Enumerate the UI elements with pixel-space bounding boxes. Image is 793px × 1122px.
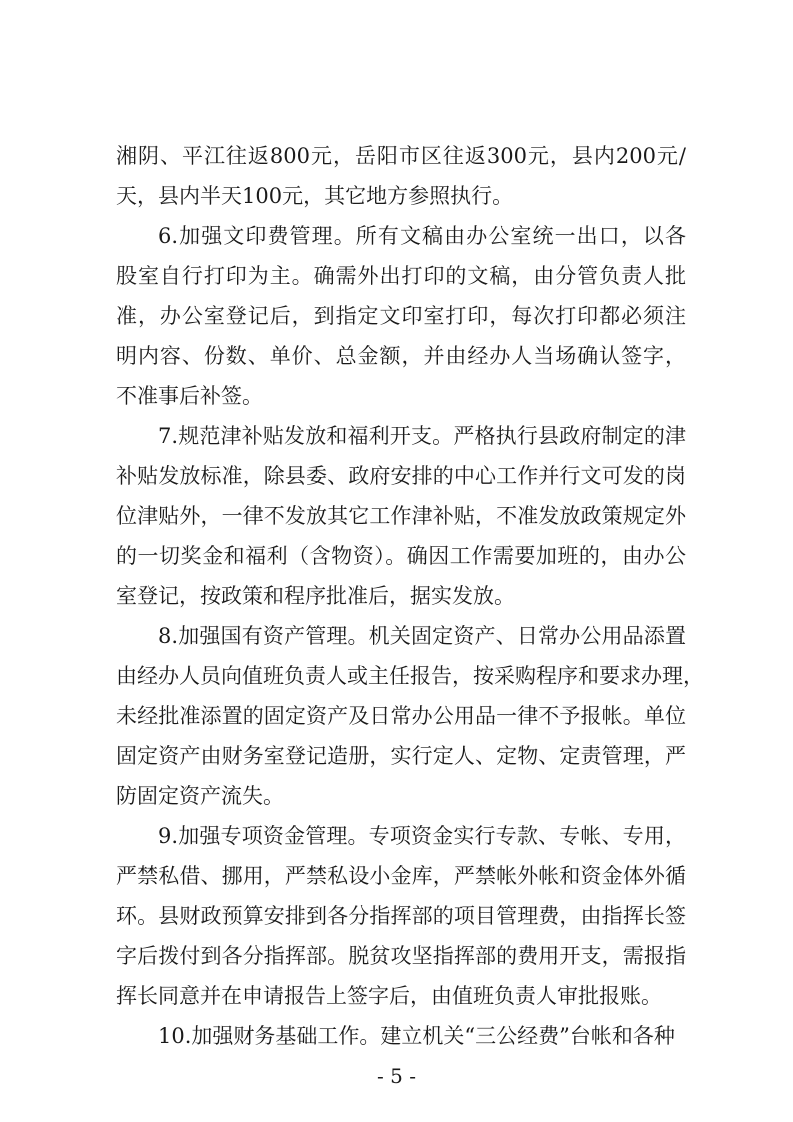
text-line: 天，县内半天100元，其它地方参照执行。 (116, 184, 514, 208)
text-line: 字后拨付到各分指挥部。脱贫攻坚指挥部的费用开支，需报指 (116, 944, 686, 968)
text-line: 环。县财政预算安排到各分指挥部的项目管理费，由指挥长签 (116, 904, 686, 928)
page-number: - 5 - (377, 1064, 416, 1088)
text-line: 固定资产由财务室登记造册，实行定人、定物、定责管理，严 (116, 744, 686, 768)
text-line: 未经批准添置的固定资产及日常办公用品一律不予报帐。单位 (116, 704, 686, 728)
text-line: 防固定资产流失。 (116, 784, 284, 808)
text-line: 股室自行打印为主。确需外出打印的文稿，由分管负责人批 (116, 264, 686, 288)
text-line: 室登记，按政策和程序批准后，据实发放。 (116, 584, 515, 608)
paragraph-first-line: 10.加强财务基础工作。建立机关“三公经费”台帐和各种 (158, 1024, 675, 1048)
paragraph-first-line: 8.加强国有资产管理。机关固定资产、日常办公用品添置 (158, 624, 686, 648)
text-line: 明内容、份数、单价、总金额，并由经办人当场确认签字， (116, 344, 686, 368)
paragraph-first-line: 7.规范津补贴发放和福利开支。严格执行县政府制定的津 (158, 424, 686, 448)
text-line: 由经办人员向值班负责人或主任报告，按采购程序和要求办理， (116, 664, 704, 688)
text-line: 挥长同意并在申请报告上签字后，由值班负责人审批报账。 (116, 984, 662, 1008)
text-line: 不准事后补签。 (116, 384, 263, 408)
paragraph-first-line: 9.加强专项资金管理。专项资金实行专款、专帐、专用， (158, 824, 686, 848)
text-line: 位津贴外，一律不发放其它工作津补贴，不准发放政策规定外 (116, 504, 686, 528)
text-line: 补贴发放标准，除县委、政府安排的中心工作并行文可发的岗 (116, 464, 686, 488)
text-line: 准，办公室登记后，到指定文印室打印，每次打印都必须注 (116, 304, 686, 328)
text-line: 湘阴、平江往返800元，岳阳市区往返300元，县内200元/ (116, 144, 686, 168)
paragraph-first-line: 6.加强文印费管理。所有文稿由办公室统一出口，以各 (158, 224, 686, 248)
text-line: 的一切奖金和福利（含物资）。确因工作需要加班的，由办公 (116, 544, 686, 568)
text-line: 严禁私借、挪用，严禁私设小金库，严禁帐外帐和资金体外循 (116, 864, 686, 888)
